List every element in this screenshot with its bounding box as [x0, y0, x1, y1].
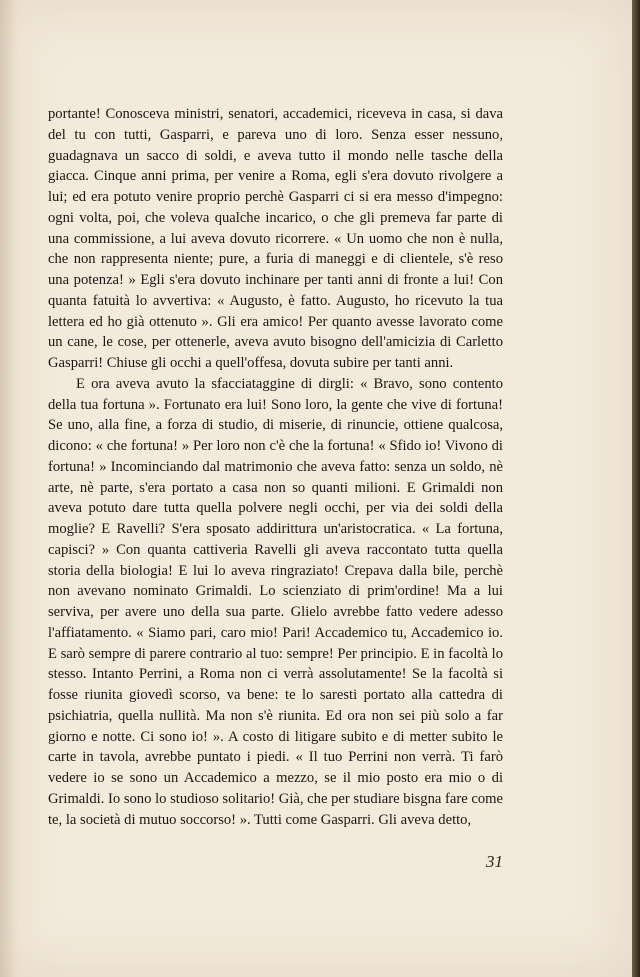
page-edge	[632, 0, 640, 977]
page-number: 31	[486, 852, 503, 871]
spine-shadow	[0, 0, 18, 977]
paragraph-1: portante! Conosceva ministri, senatori, accademici, riceveva in casa, si dava del tu con tutti, Gasparri, e pareva uno di loro. Senza esser nessuno, guadagnava un sacco di soldi, e aveva tutto il mondo nelle tasche della giacca. Cinque anni prima, per venire a Roma, egli s'era dovuto rivolgere a lui; ed era potuto venire proprio perchè Gasparri ci si era messo d'impegno: ogni volta, poi, che voleva qualche incarico, o che gli premeva far parte di una commissione, a lui aveva dovuto ricorrere. « Un uomo che non è nulla, che non rappresenta niente; pure, a furia di maneggi e di clientele, s'è reso una potenza! » Egli s'era dovuto inchinare per tanti anni di fronte a lui! Con quanta fatuità lo avvertiva: « Augusto, è fatto. Augusto, ho ricevuto la tua lettera ed ho già ottenuto ». Gli era amico! Per quanto avesse lavorato come un cane, le cose, per ottenerle, aveva avuto bisogno dell'amicizia di Carletto Gasparri! Chiuse gli occhi a quell'offesa, dovuta subire per tanti anni.	[48, 106, 503, 371]
body-text	[48, 104, 503, 830]
paragraph-2: E ora aveva avuto la sfacciataggine di dirgli: « Bravo, sono contento della tua fortuna ». Fortunato era lui! Sono loro, la gente che vive di fortuna! Se uno, alla fine, a forza di studio, di miserie, di rinuncie, ottiene qualcosa, dicono: « che fortuna! » Per loro non c'è che la fortuna! « Sfido io! Vivono di fortuna! » Incominciando dal matrimonio che aveva fatto: senza un soldo, nè arte, nè parte, s'era portato a casa non so quanti milioni. E Grimaldi non aveva potuto dare tutta quella polvere negli occhi, per via dei soldi della moglie? E Ravelli? S'era sposato addirittura un'aristocratica. « La fortuna, capisci? » Con quanta cattiveria Ravelli gli aveva raccontato tutta quella storia della biologia! E lui lo aveva ringraziato! Crepava dalla bile, perchè non avevano nominato Grimaldi. Lo scienziato di prim'ordine! Ma a lui serviva, per avere uno della sua parte. Glielo avrebbe fatto vedere adesso l'affiatamento. « Siamo pari, caro mio! Pari! Accademico tu, Accademico io. E sarò sempre di parere contrario al tuo: sempre! Per principio. E in facoltà lo stesso. Intanto Perrini, a Roma non ci verrà assolutamente! Se la facoltà si fosse riunita giovedì scorso, va bene: te lo saresti portato alla cattedra di psichiatria, quella nullità. Ma non s'è riunita. Ed ora non sei più solo a far giorno e notte. Ci sono io! ». A costo di litigare subito e di metter subito le carte in tavola, avrebbe puntato i piedi. « Il tuo Perrini non verrà. Ti farò vedere io se sono un Accademico a mezzo, se il mio posto era mio o di Grimaldi. Io sono lo studioso solitario! Già, che per studiare bisgna fare come te, la società di mutuo soccorso! ». Tutti come Gasparri. Gli aveva detto,	[48, 375, 503, 828]
